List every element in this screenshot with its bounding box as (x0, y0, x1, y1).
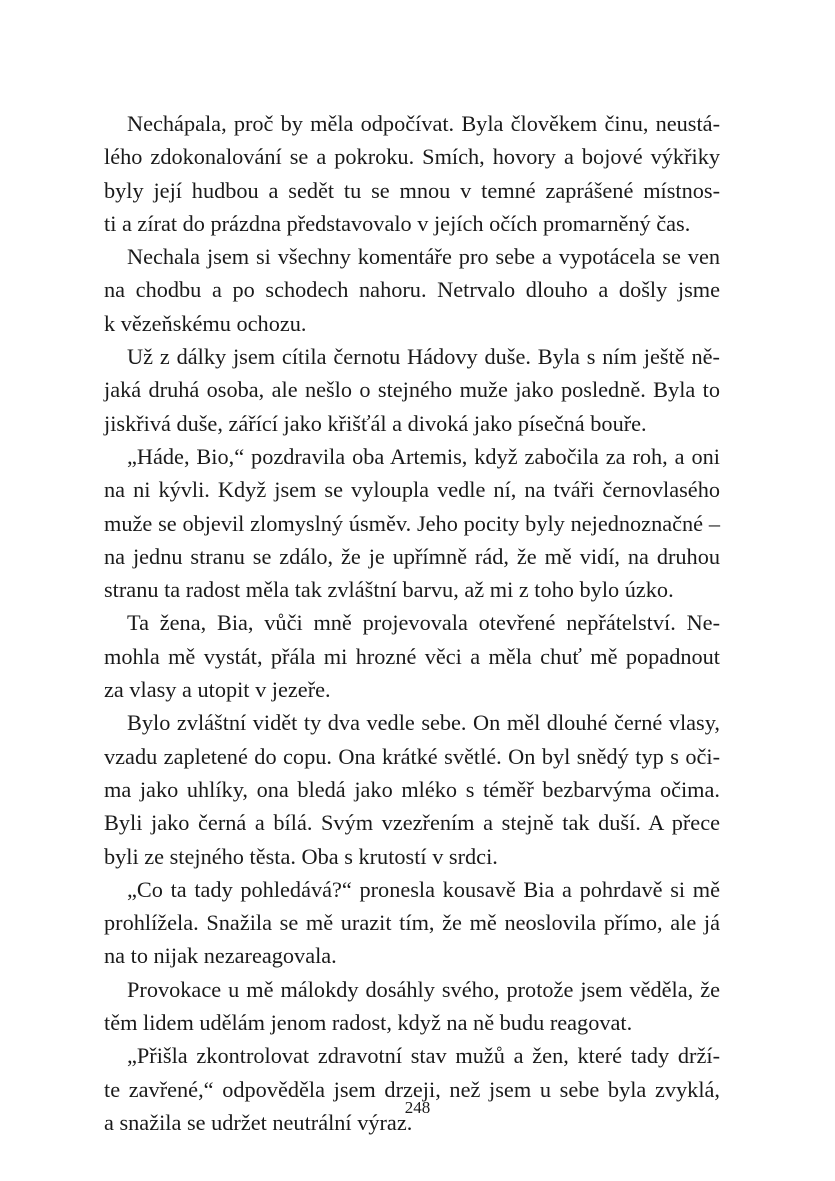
text-line: těm lidem udělám jenom radost, když na ně budu reagovat. (104, 1010, 633, 1036)
text-line: ma jako uhlíky, ona bledá jako mléko s téměř bezbarvýma očima. (104, 776, 720, 802)
text-line: Už z dálky jsem cítila černotu Hádovy duše. Byla s ním ještě ně- (127, 344, 720, 370)
text-line: na ni kývli. Když jsem se vyloupla vedle ní, na tváři černovlasého (104, 477, 720, 503)
text-line: Ta žena, Bia, vůči mně projevovala otevřené nepřátelství. Ne- (127, 610, 720, 636)
paragraph-3 (104, 340, 720, 440)
paragraph-4 (104, 440, 720, 606)
text-line: lého zdokonalování se a pokroku. Smích, hovory a bojové výkřiky (104, 144, 720, 170)
text-line: mohla mě vystát, přála mi hrozné věci a měla chuť mě popadnout (104, 643, 720, 669)
text-line: jaká druhá osoba, ale nešlo o stejného muže jako posledně. Byla to (104, 377, 720, 403)
text-line: Nechápala, proč by měla odpočívat. Byla člověkem činu, neustá- (127, 111, 720, 136)
paragraph-9 (104, 1039, 720, 1139)
paragraph-6 (104, 706, 720, 872)
paragraph-1 (104, 107, 720, 240)
text-line: stranu ta radost měla tak zvláštní barvu, až mi z toho bylo úzko. (104, 577, 674, 603)
text-line: Nechala jsem si všechny komentáře pro sebe a vypotácela se ven (127, 244, 720, 270)
paragraph-7 (104, 873, 720, 973)
paragraph-5 (104, 606, 720, 706)
text-line: „Háde, Bio,“ pozdravila oba Artemis, když zabočila za roh, a oni (127, 443, 720, 469)
text-line: Provokace u mě málokdy dosáhly svého, protože jsem věděla, že (127, 976, 720, 1002)
text-line: byly její hudbou a sedět tu se mnou v temné zaprášené místnos- (104, 177, 720, 203)
text-line: vzadu zapletené do copu. Ona krátké světlé. On byl snědý typ s oči- (104, 743, 720, 769)
text-line: muže se objevil zlomyslný úsměv. Jeho pocity byly nejednoznačné – (104, 510, 720, 536)
text-line: prohlížela. Snažila se mě urazit tím, že mě neoslovila přímo, ale já (104, 910, 720, 936)
text-line: te zavřené,“ odpověděla jsem drzeji, než jsem u sebe byla zvyklá, (104, 1076, 720, 1102)
book-page-text (104, 107, 720, 1139)
text-line: byli ze stejného těsta. Oba s krutostí v srdci. (104, 843, 498, 869)
text-line: ti a zírat do prázdna představovalo v jejích očích promarněný čas. (104, 210, 691, 236)
paragraph-8 (104, 973, 720, 1040)
text-line: jiskřivá duše, zářící jako křišťál a divoká jako písečná bouře. (104, 410, 647, 436)
text-line: za vlasy a utopit v jezeře. (104, 677, 331, 703)
text-line: na jednu stranu se zdálo, že je upřímně rád, že mě vidí, na druhou (104, 543, 720, 569)
text-line: „Přišla zkontrolovat zdravotní stav mužů a žen, které tady drží- (127, 1043, 720, 1069)
text-line: k vězeňskému ochozu. (104, 310, 307, 336)
text-line: Bylo zvláštní vidět ty dva vedle sebe. On měl dlouhé černé vlasy, (127, 710, 720, 736)
page-number: 248 (404, 1098, 431, 1117)
text-line: a snažila se udržet neutrální výraz. (104, 1109, 413, 1135)
paragraph-2 (104, 240, 720, 340)
text-line: „Co ta tady pohledává?“ pronesla kousavě Bia a pohrdavě si mě (127, 876, 720, 902)
text-line: na chodbu a po schodech nahoru. Netrvalo dlouho a došly jsme (104, 277, 720, 303)
text-line: Byli jako černá a bílá. Svým vzezřením a stejně tak duší. A přece (104, 810, 720, 836)
text-line: na to nijak nezareagovala. (104, 943, 337, 969)
